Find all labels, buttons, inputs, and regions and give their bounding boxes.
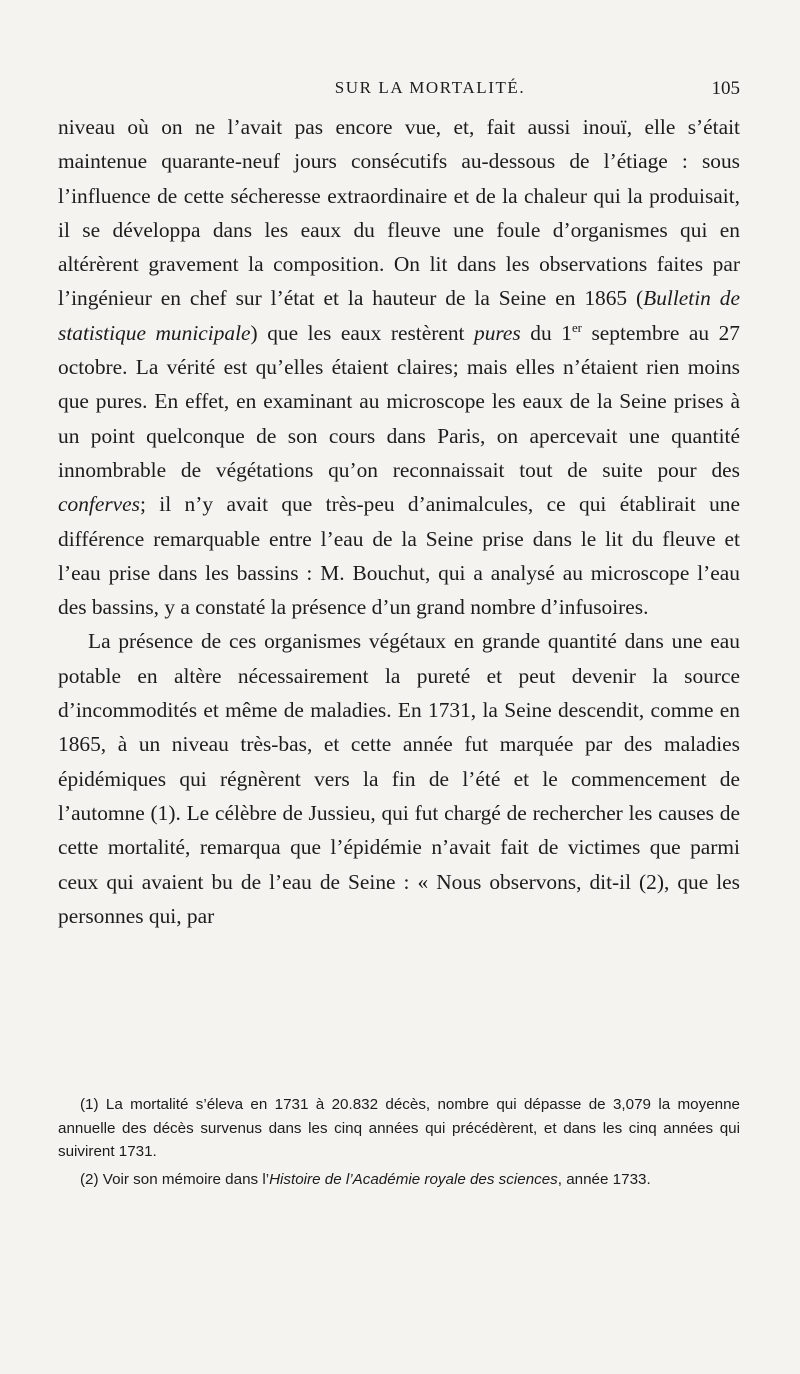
text-run: (2) Voir son mémoire dans l’ bbox=[80, 1170, 270, 1188]
text-run: niveau où on ne l’avait pas encore vue, et, fait aussi inouï, elle s’était maintenue quarante-neuf jours consécutifs au-dessous de l’étiage : sous l’influence de cette sécheresse extraordinaire et de la chaleur qui la produisait, il se développa dans les eaux du fleuve une foule d’organismes qui en altérèrent gravement la composition. On lit dans les observations faites par l’ingénieur en chef sur l’état et la hauteur de la Seine en 1865 ( bbox=[58, 115, 740, 311]
running-head bbox=[60, 78, 740, 108]
italic-word-pures: pures bbox=[474, 320, 521, 345]
running-title: SUR LA MORTALITÉ. bbox=[334, 78, 526, 97]
text-run: septembre au 27 octobre. La vérité est qu’elles étaient claires; mais elles n’étaient rien moins que pures. En effet, en examinant au microscope les eaux de la Seine prises à un point quelconque de son cours dans Paris, on apercevait une quantité innombrable de végétations qu’on reconnaissait tout de suite pour des bbox=[58, 320, 741, 482]
text-run: ; il n’y avait que très-peu d’animalcules, ce qui établirait une différence remarquable entre l’eau de la Seine prise dans le lit du fleuve et l’eau prise dans les bassins : M. Bouchut, qui a analysé au microscope l’eau des bassins, y a constaté la présence d’un grand nombre d’infusoires. bbox=[58, 492, 740, 620]
paragraph-1 bbox=[58, 110, 740, 624]
text-run: , année 1733. bbox=[557, 1170, 651, 1188]
text-run: ) que les eaux restèrent bbox=[250, 320, 475, 345]
superscript-er: er bbox=[571, 320, 582, 335]
footnote-1: (1) La mortalité s’éleva en 1731 à 20.832 décès, nombre qui dépasse de 3,079 la moyenne annuelle des décès survenus dans les cinq années qui précédèrent, et dans les cinq années qui suivirent 1731. bbox=[58, 1096, 740, 1160]
page-number: 105 bbox=[711, 78, 740, 99]
footnote-2 bbox=[58, 1168, 740, 1192]
text-run: du 1 bbox=[520, 320, 572, 345]
body-text bbox=[58, 110, 740, 933]
italic-title-histoire: Histoire de l’Académie royale des sciences bbox=[269, 1170, 558, 1188]
paragraph-2: La présence de ces organismes végétaux en grande quantité dans une eau potable en altère nécessairement la pureté et peut devenir la source d’incommodités et même de maladies. En 1731, la Seine descendit, comme en 1865, à un niveau très-bas, et cette année fut marquée par des maladies épidémiques qui régnèrent vers la fin de l’été et le commencement de l’automne (1). Le célèbre de Jussieu, qui fut chargé de rechercher les causes de cette mortalité, remarqua que l’épidémie n’avait fait de victimes que parmi ceux qui avaient bu de l’eau de Seine : « Nous observons, dit-il (2), que les personnes qui, par bbox=[58, 629, 740, 928]
italic-title-bulletin: Bulletin de statistique municipale bbox=[58, 286, 740, 345]
footnotes bbox=[58, 1093, 740, 1191]
italic-word-conferves: conferves bbox=[58, 492, 140, 517]
